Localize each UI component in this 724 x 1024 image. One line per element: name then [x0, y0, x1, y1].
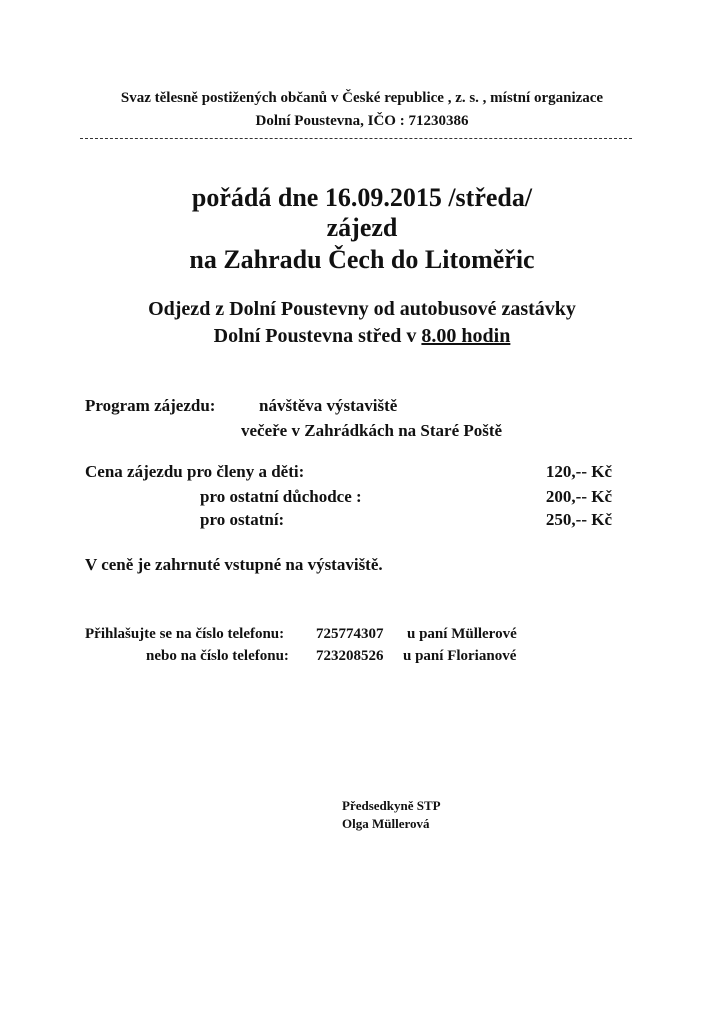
program-item: návštěva výstaviště: [259, 396, 398, 415]
price-label-pensioners: pro ostatní důchodce :: [200, 487, 362, 506]
price-value-others: 250,-- Kč: [545, 510, 612, 529]
event-destination-heading: na Zahradu Čech do Litoměřic: [189, 245, 535, 274]
contact-phone: 723208526: [316, 648, 384, 664]
signature-title: Předsedkyně STP: [342, 798, 441, 813]
price-label-members: Cena zájezdu pro členy a děti:: [85, 462, 305, 481]
contact-phone: 725774307: [316, 626, 384, 642]
contact-person: u paní Florianové: [403, 648, 517, 664]
departure-line-1: Odjezd z Dolní Poustevny od autobusové zastávky: [148, 298, 576, 320]
contact-label: nebo na číslo telefonu:: [146, 648, 289, 664]
departure-line-2: [0, 325, 724, 348]
program-label: Program zájezdu:: [85, 396, 216, 415]
event-date-heading: pořádá dne 16.09.2015 /středa/: [191, 183, 533, 212]
departure-place: Dolní Poustevna střed v: [213, 325, 422, 347]
organization-address: Dolní Poustevna, IČO : 71230386: [255, 113, 469, 129]
separator-line: [80, 138, 632, 139]
price-note: V ceně je zahrnuté vstupné na výstaviště.: [85, 555, 383, 574]
price-value-pensioners: 200,-- Kč: [545, 487, 612, 506]
organization-name: Svaz tělesně postižených občanů v České republice , z. s. , místní organizace: [120, 90, 604, 106]
departure-time: 8.00 hodin: [421, 325, 511, 347]
contact-person: u paní Müllerové: [407, 626, 517, 642]
signature-name: Olga Müllerová: [342, 816, 430, 831]
price-value-members: 120,-- Kč: [545, 462, 612, 481]
program-item: večeře v Zahrádkách na Staré Poště: [241, 421, 503, 440]
contact-label: Přihlašujte se na číslo telefonu:: [85, 626, 285, 642]
price-label-others: pro ostatní:: [200, 510, 285, 529]
event-type-heading: zájezd: [326, 213, 398, 242]
